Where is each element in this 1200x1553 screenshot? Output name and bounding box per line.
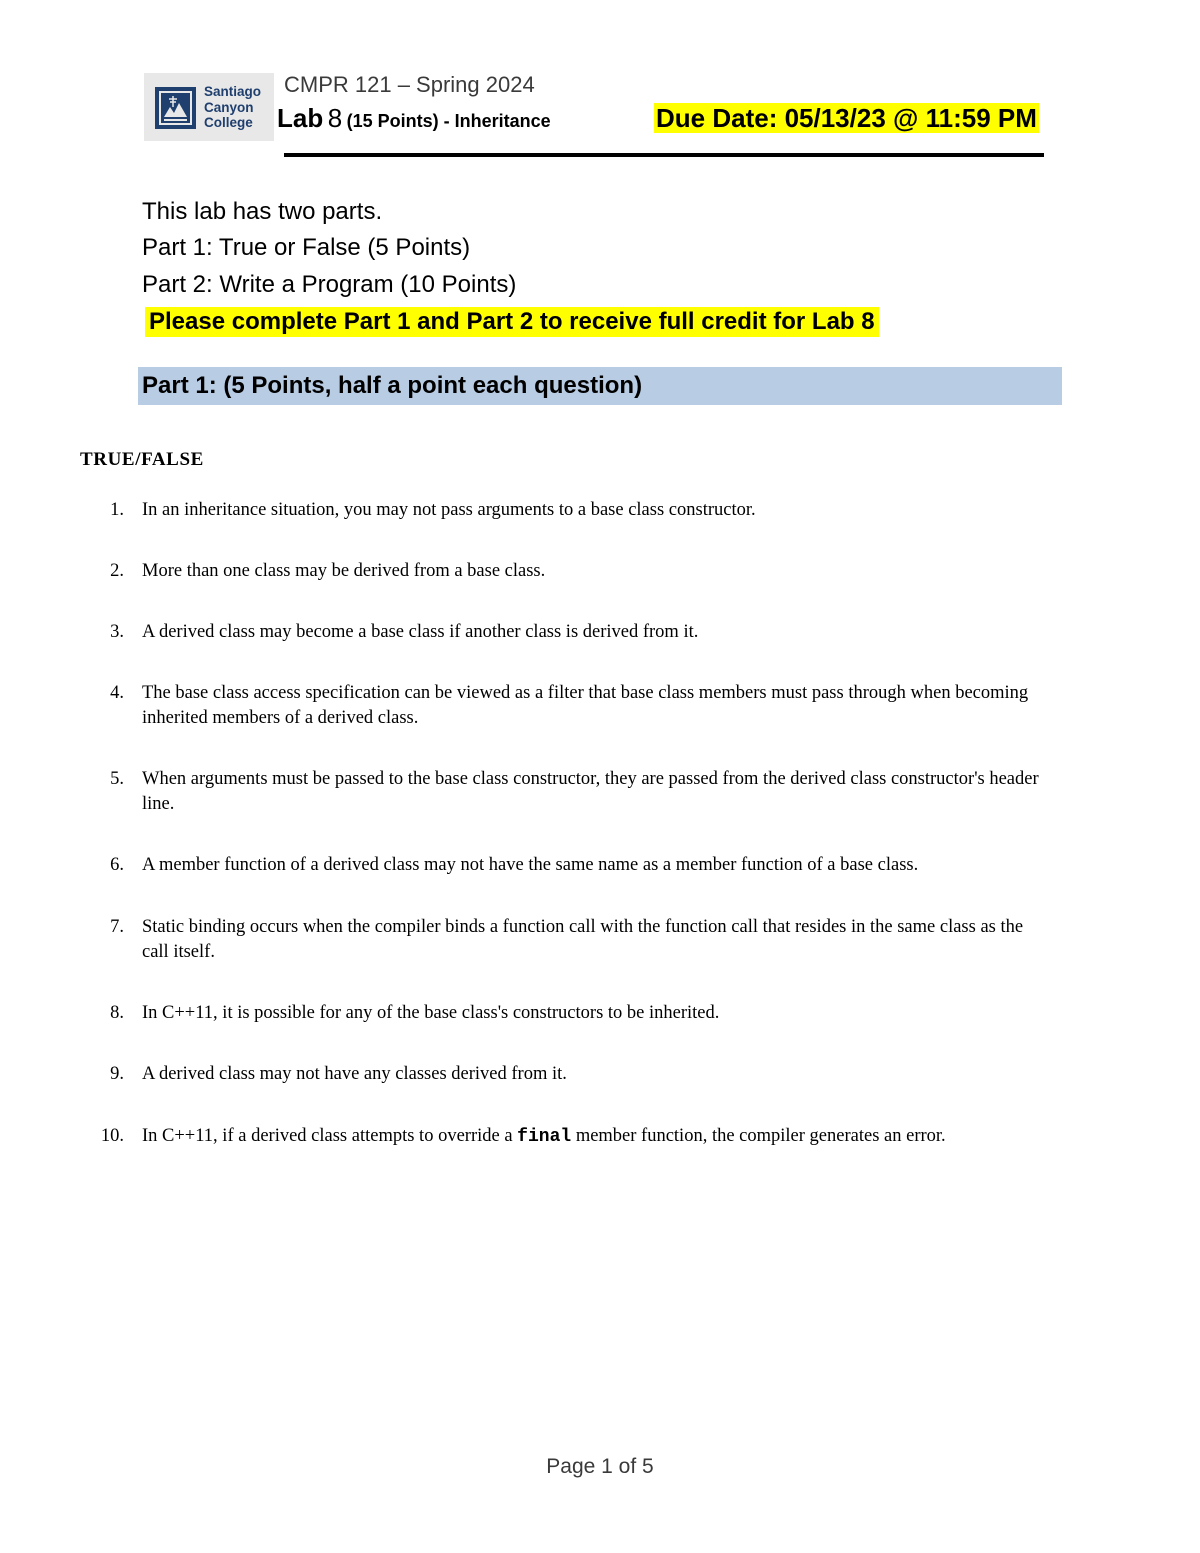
college-logo-text	[204, 84, 261, 131]
question-text: A derived class may not have any classes derived from it.	[142, 1064, 567, 1084]
college-emblem-icon	[155, 87, 196, 129]
question-text	[142, 1124, 1047, 1150]
question-text: A derived class may become a base class if another class is derived from it.	[142, 622, 699, 642]
due-date: Due Date: 05/13/23 @ 11:59 PM	[656, 103, 1037, 133]
section-title: TRUE/FALSE	[80, 449, 204, 470]
question-number: 4.	[110, 683, 124, 703]
question-text: In an inheritance situation, you may not pass arguments to a base class constructor.	[142, 500, 756, 520]
intro-line: Part 2: Write a Program (10 Points)	[142, 271, 517, 298]
part1-heading-text: Part 1: (5 Points, half a point each question)	[142, 372, 643, 399]
logo-text-line: Santiago	[204, 84, 262, 99]
completion-notice: Please complete Part 1 and Part 2 to receive full credit for Lab 8	[145, 307, 879, 337]
question-number: 3.	[110, 622, 124, 642]
lab-title-label: Lab	[277, 103, 324, 133]
logo-text-line: Canyon	[204, 99, 254, 115]
intro-line: Part 1: True or False (5 Points)	[142, 234, 471, 261]
question-number: 2.	[110, 561, 124, 581]
question-text: When arguments must be passed to the base class constructor, they are passed from the derived class constructor's header line.	[142, 769, 1039, 814]
question-number: 6.	[110, 855, 124, 875]
question-text: In C++11, it is possible for any of the base class's constructors to be inherited.	[142, 1003, 720, 1023]
code-keyword: final	[517, 1127, 572, 1147]
lab-number: 8	[327, 103, 343, 133]
question-number: 8.	[110, 1003, 124, 1023]
question-number: 9.	[110, 1064, 124, 1084]
question-number: 10.	[100, 1126, 124, 1146]
question-text: More than one class may be derived from a base class.	[142, 561, 546, 581]
intro-line: This lab has two parts.	[142, 198, 383, 225]
lab-points: (15 Points) - Inheritance	[346, 111, 551, 131]
question-number: 7.	[110, 917, 124, 937]
logo-text-line: College	[204, 115, 253, 130]
page-number: Page 1 of 5	[546, 1455, 654, 1478]
question-text: The base class access specification can be viewed as a filter that base class members must pass through when becoming inherited members of a derived class.	[142, 683, 1029, 728]
course-title: CMPR 121 – Spring 2024	[284, 72, 535, 97]
question-text: Static binding occurs when the compiler binds a function call with the function call that resides in the same class as the call itself.	[142, 917, 1024, 962]
question-number: 5.	[110, 769, 124, 789]
question-text: A member function of a derived class may not have the same name as a member function of a base class.	[142, 855, 919, 875]
lab-title	[277, 102, 551, 139]
college-logo	[144, 73, 274, 141]
question-text-before: In C++11, if a derived class attempts to override a	[142, 1126, 513, 1146]
question-number: 1.	[110, 500, 124, 520]
part1-heading	[138, 367, 1062, 405]
question-text-after: member function, the compiler generates an error.	[575, 1126, 946, 1146]
header-divider	[284, 153, 1044, 157]
